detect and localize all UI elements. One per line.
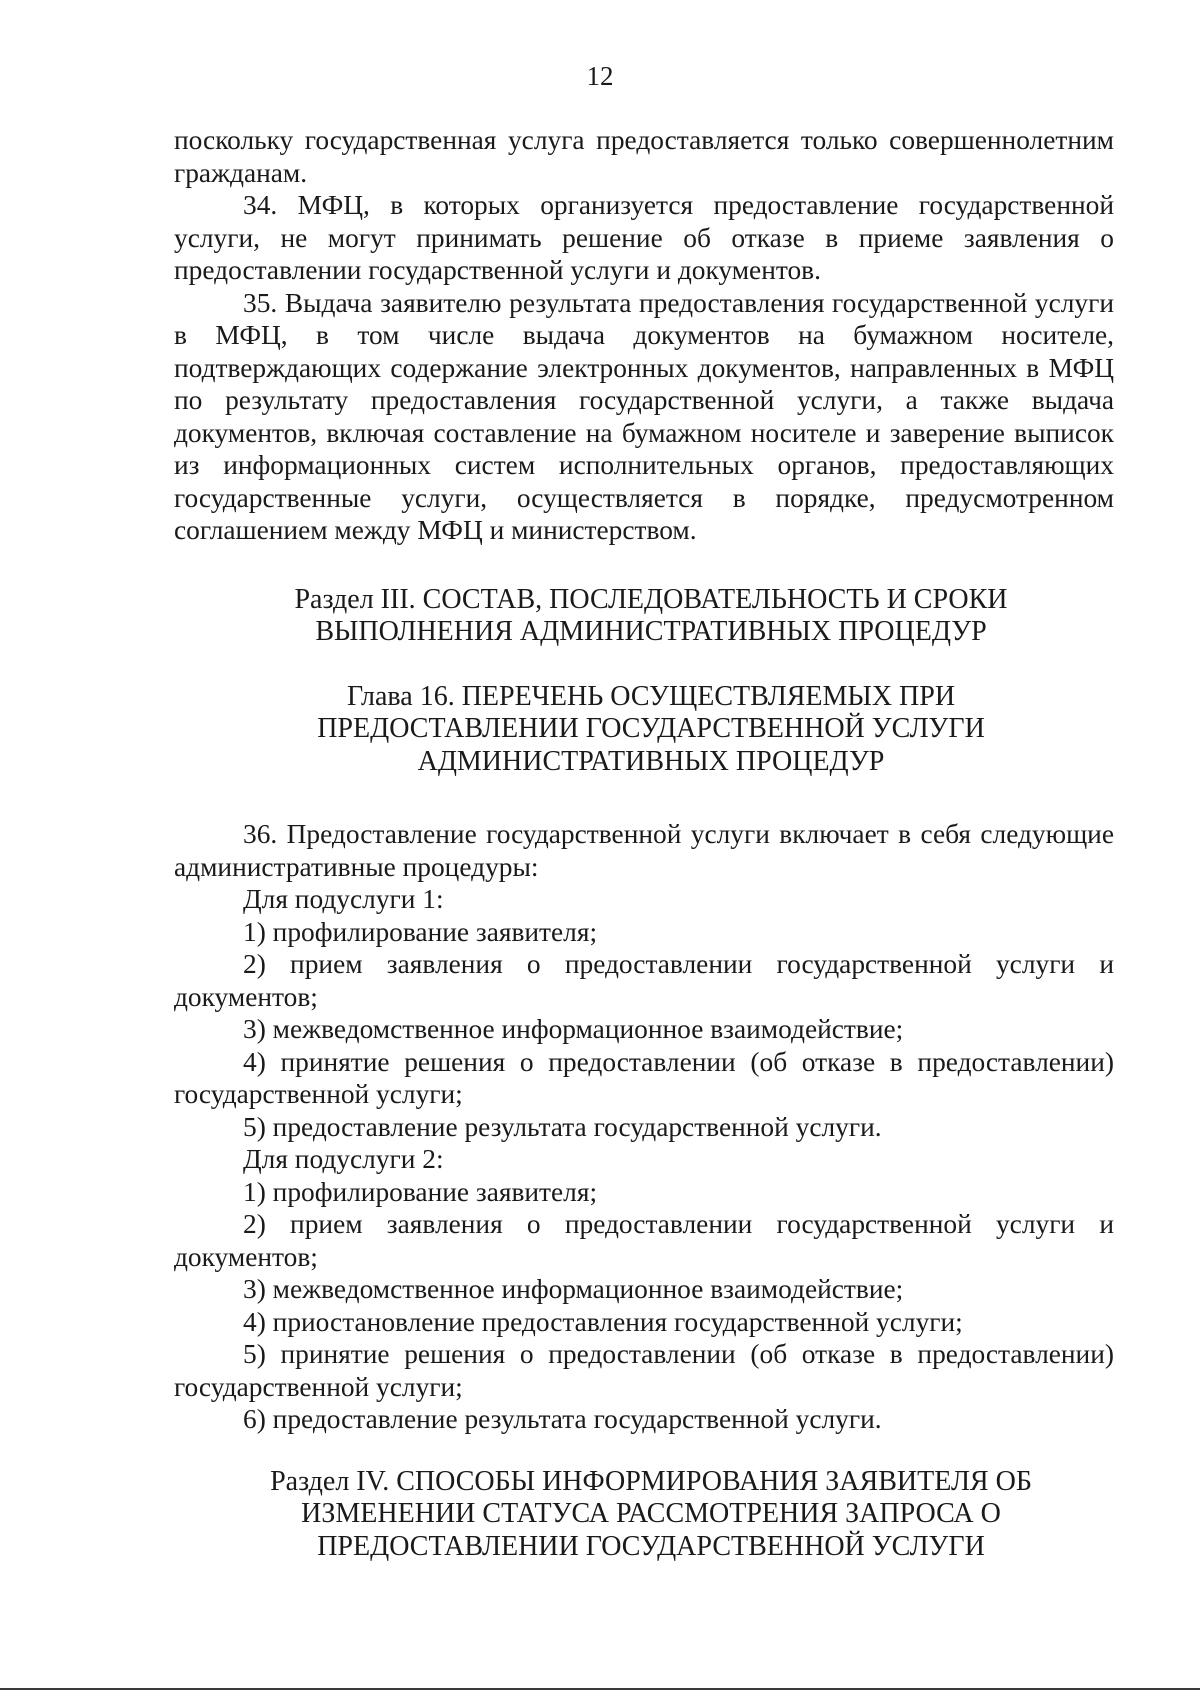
chapter-16-heading-line: Глава 16. ПЕРЕЧЕНЬ ОСУЩЕСТВЛЯЕМЫХ ПРИ [346, 680, 956, 712]
section-3-heading [174, 584, 1114, 649]
list-item: 2) прием заявления о предоставлении государственной услуги и документов; [174, 949, 1114, 1012]
section-4-heading-line: Раздел IV. СПОСОБЫ ИНФОРМИРОВАНИЯ ЗАЯВИТЕЛЯ ОБ [270, 1465, 1032, 1497]
chapter-16-heading-line: АДМИНИСТРАТИВНЫХ ПРОЦЕДУР [417, 745, 885, 777]
list-item: 3) межведомственное информационное взаимодействие; [243, 1014, 904, 1044]
procedures-list [174, 818, 1114, 1436]
list-item: 5) предоставление результата государственной услуги. [243, 1111, 882, 1142]
list-item: 2) прием заявления о предоставлении государственной услуги и документов; [174, 1209, 1114, 1272]
subservice-1-label: Для подуслуги 1: [243, 884, 444, 914]
page-number: 12 [586, 61, 614, 91]
scan-bottom-edge [0, 1688, 1200, 1690]
paragraph-36: 36. Предоставление государственной услуги включает в себя следующие административные процедуры: [174, 819, 1114, 882]
chapter-16-heading [174, 681, 1114, 779]
list-item: 5) принятие решения о предоставлении (об отказе в предоставлении) государственной услуги; [174, 1339, 1114, 1402]
list-item: 6) предоставление результата государственной услуги. [243, 1404, 882, 1434]
subservice-2-label: Для подуслуги 2: [243, 1144, 444, 1174]
paragraph-34: 34. МФЦ, в которых организуется предоставление государственной услуги, не могут принимать решение об отказе в приеме заявления о предоставлении государственной услуги и документов. [174, 190, 1114, 285]
paragraph-35: 35. Выдача заявителю результата предоставления государственной услуги в МФЦ, в том числе выдача документов на бумажном носителе, подтверждающих содержание электронных документов, направленных в МФЦ по результату предоставления государственной услуги, а также выдача документов, включая составление на бумажном носителе и заверение выписок из информационных систем исполнительных органов, предоставляющих государственные услуги, осуществляется в порядке, предусмотренном соглашением между МФЦ и министерством. [174, 287, 1114, 545]
section-4-heading-line: ПРЕДОСТАВЛЕНИИ ГОСУДАРСТВЕННОЙ УСЛУГИ [317, 1530, 985, 1562]
section-3-heading-line: Раздел III. СОСТАВ, ПОСЛЕДОВАТЕЛЬНОСТЬ И СРОКИ [294, 583, 1008, 615]
list-item: 1) профилирование заявителя; [243, 916, 598, 947]
chapter-16-heading-line: ПРЕДОСТАВЛЕНИИ ГОСУДАРСТВЕННОЙ УСЛУГИ [317, 713, 985, 744]
section-3-heading-line: ВЫПОЛНЕНИЯ АДМИНИСТРАТИВНЫХ ПРОЦЕДУР [315, 616, 987, 647]
list-item: 4) приостановление предоставления государственной услуги; [243, 1306, 963, 1337]
list-item: 4) принятие решения о предоставлении (об отказе в предоставлении) государственной услуги; [174, 1046, 1114, 1109]
document-body [174, 124, 1114, 1563]
section-4-heading [174, 1466, 1114, 1564]
section-4-heading-line: ИЗМЕНЕНИИ СТАТУСА РАССМОТРЕНИЯ ЗАПРОСА О [301, 1498, 1001, 1529]
paragraph-continuation: поскольку государственная услуга предоставляется только совершеннолетним гражданам. [174, 125, 1114, 188]
list-item: 3) межведомственное информационное взаимодействие; [243, 1274, 904, 1304]
list-item: 1) профилирование заявителя; [243, 1176, 598, 1207]
